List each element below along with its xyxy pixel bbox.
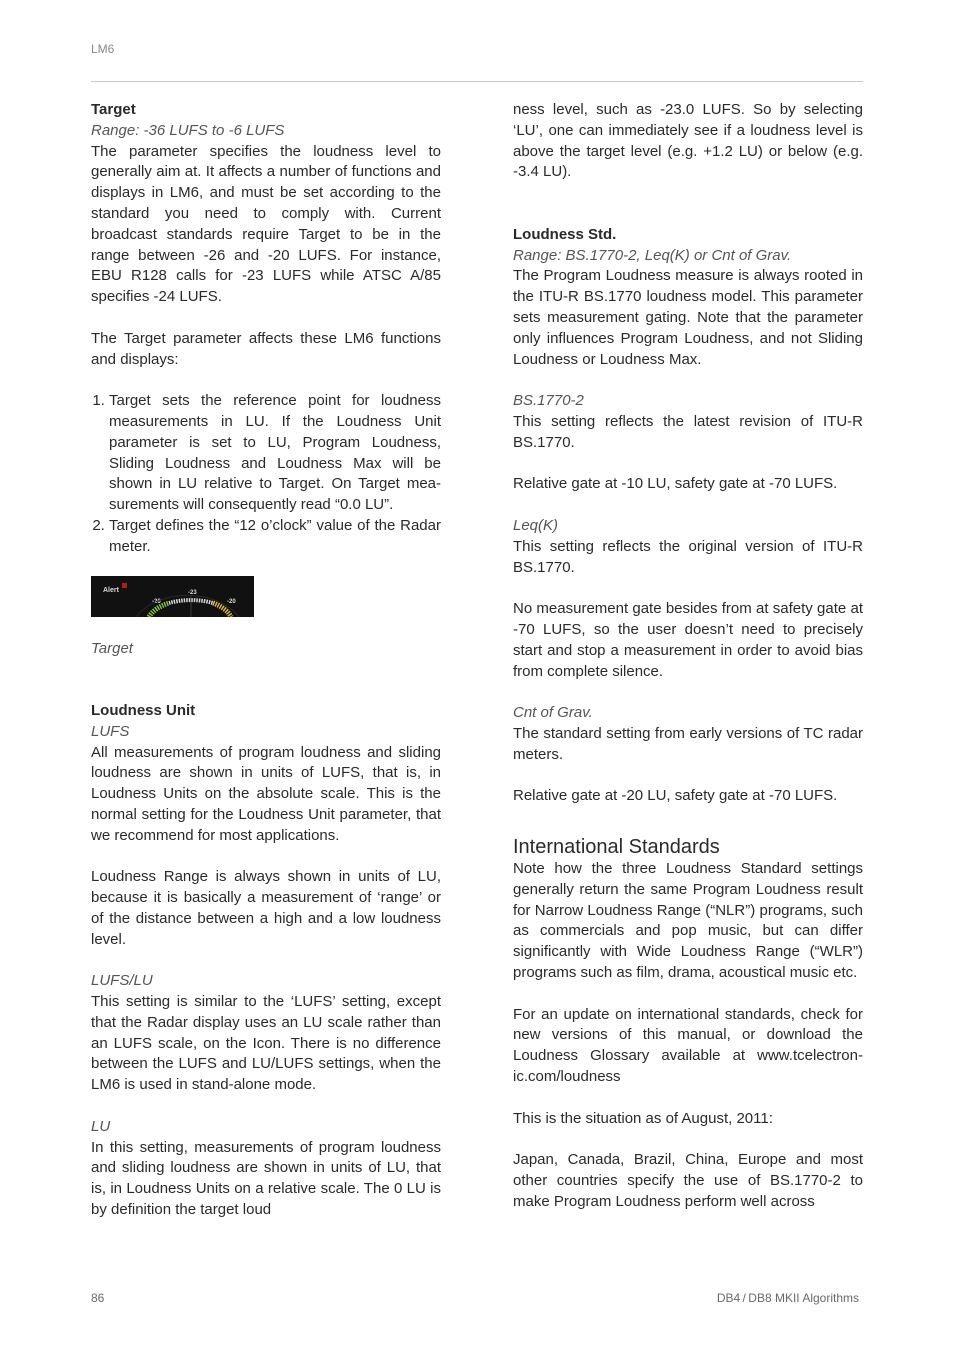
bs1770-paragraph-2: Relative gate at -10 LU, safety gate at -70 LUFS. (513, 475, 838, 493)
meter-tick-low: -26 (152, 598, 161, 605)
leqk-paragraph-2: No measurement gate besides from at safety gate at -70 LUFS, so the user doesn’t need to precisely start and stop a measurement in order to avoid bias from complete silence. (513, 600, 863, 680)
cnt-grav-paragraph-2: Relative gate at -20 LU, safety gate at -70 LUFS. (513, 787, 838, 805)
right-column (513, 100, 863, 1213)
leqk-paragraph-1: This setting reflects the original version of ITU-R BS.1770. (513, 537, 863, 576)
alert-label: Alert (103, 586, 119, 594)
loudness-std-paragraph: The Program Loudness measure is always rooted in the ITU-R BS.1770 loudness model. This parameter sets measurement gating. Note that the parameter only influences Program Loudness, and not Sliding Loudness or Loudness Max. (513, 267, 863, 368)
lu-paragraph: In this setting, measurements of program loudness and sliding loudness are shown in units of LU, that is, in Loudness Units on a relative scale. The 0 LU is by definition the target loud (91, 1138, 441, 1219)
running-header: LM6 (91, 42, 115, 56)
loudness-unit-subheading: LUFS (91, 722, 130, 740)
meter-tick-mid: -23 (188, 589, 197, 596)
loudness-std-range: Range: BS.1770-2, Leq(K) or Cnt of Grav. (513, 246, 792, 264)
lufs-lu-paragraph: This setting is similar to the ‘LUFS’ setting, except that the Radar display uses an LU scale rather than an LUFS scale, on the Icon. There is no difference between the LUFS and LU/LUFS settings, when the LM6 is used in stand-alone mode. (91, 993, 441, 1094)
target-paragraph-1: The parameter specifies the loudness level to generally aim at. It affects a number of functions and displays in LM6, and must be set according to the standard you need to comply with. Current broadcast standards require Target to be in the range between -26 and -20 LUFS. For instance, EBU R128 calls for -23 LUFS while ATSC A/85 specifies -24 LUFS. (91, 142, 441, 306)
cnt-grav-paragraph-1: The standard setting from early versions of TC radar meters. (513, 724, 863, 763)
international-paragraph-2: For an update on international standards, check for new versions of this manual, or download the Loudness Glossary available at www.tcelectronic.com/loudness (513, 1005, 863, 1086)
target-range: Range: -36 LUFS to -6 LUFS (91, 121, 285, 139)
loudness-unit-paragraph-1: All measurements of program loudness and sliding loudness are shown in units of LUFS, that is, in Loudness Units on the absolute scale. This is the normal setting for the Loudness Unit parameter, that we recommend for most applications. (91, 743, 441, 844)
bs1770-paragraph-1: This setting reflects the latest revision of ITU-R BS.1770. (513, 412, 863, 451)
bs1770-subheading: BS.1770-2 (513, 392, 584, 410)
list-item: 1. Target sets the reference point for loudness measurements in LU. If the Loudness Unit parameter is set to LU, Program Loudness, Sliding Loudness and Loudness Max will be shown in LU relative to Target. On Target measurements will consequently read “0.0 LU”. (109, 391, 441, 516)
cnt-grav-subheading: Cnt of Grav. (513, 704, 593, 722)
radar-arc-icon (91, 576, 254, 617)
lufs-lu-subheading: LUFS/LU (91, 972, 153, 990)
figure-caption: Target (91, 639, 133, 657)
left-column (91, 100, 441, 1221)
target-paragraph-2: The Target parameter affects these LM6 functions and displays: (91, 329, 441, 368)
loudness-unit-heading: Loudness Unit (91, 701, 196, 719)
loudness-std-heading: Loudness Std. (513, 225, 617, 243)
international-standards-heading: International Standards (513, 836, 720, 859)
target-heading: Target (91, 101, 136, 118)
page-number: 86 (91, 1291, 105, 1305)
header-divider (91, 81, 863, 82)
loudness-unit-paragraph-2: Loudness Range is always shown in units of LU, because it is basically a measurement of ‘range’ or of the distance between a high and a low loudness level. (91, 868, 441, 948)
leqk-subheading: Leq(K) (513, 516, 559, 534)
meter-tick-high: -20 (227, 598, 236, 605)
lu-subheading: LU (91, 1117, 111, 1135)
international-paragraph-3: This is the situation as of August, 2011: (513, 1109, 773, 1127)
footer-title: DB4 / DB8 MKII Algorithms (716, 1291, 859, 1305)
list-item: 2. Target defines the “12 o’clock” value of the Radar meter. (109, 516, 441, 558)
target-list (91, 391, 441, 557)
international-paragraph-1: Note how the three Loudness Standard settings generally return the same Program Loudness result for Narrow Loudness Range (“NLR”) programs, such as commercials and pop music, but can differ significantly with Wide Loudness Range (“WLR”) programs such as film, drama, acoustical music etc. (513, 860, 863, 982)
radar-meter-image (91, 576, 254, 617)
continuation-paragraph: ness level, such as -23.0 LUFS. So by selecting ‘LU’, one can immediately see if a loudness level is above the target level (e.g. +1.2 LU) or below (e.g. -3.4 LU). (513, 101, 863, 181)
international-paragraph-4: Japan, Canada, Brazil, China, Europe and most other countries specify the use of BS.1770-2 to make Program Loudness perform well across (513, 1151, 863, 1210)
